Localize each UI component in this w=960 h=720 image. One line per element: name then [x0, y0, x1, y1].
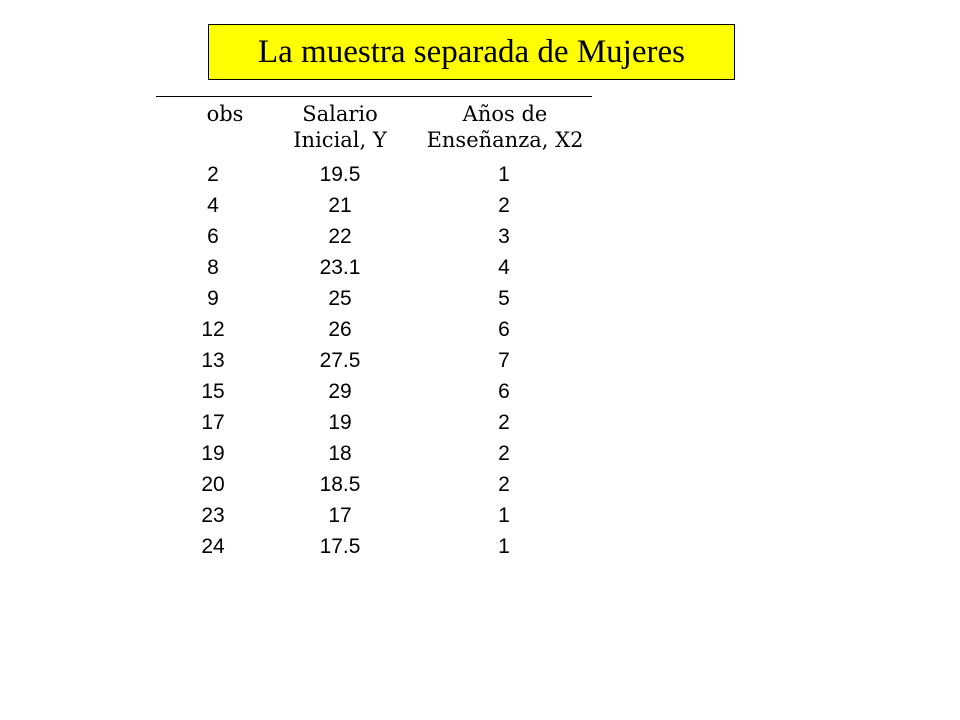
cell-anos: 4 [498, 256, 510, 279]
table-row [0, 190, 960, 221]
cell-anos: 1 [498, 163, 510, 186]
cell-obs: 2 [207, 163, 219, 186]
column-header-salario-line2: Inicial, Y [293, 128, 387, 152]
column-header-salario-line1: Salario [302, 102, 378, 126]
table-row [0, 159, 960, 190]
cell-obs: 9 [207, 287, 219, 310]
cell-obs: 8 [207, 256, 219, 279]
cell-obs: 4 [207, 194, 219, 217]
table-row [0, 407, 960, 438]
cell-anos: 1 [498, 504, 510, 527]
cell-anos: 2 [498, 411, 510, 434]
cell-salario: 22 [328, 225, 352, 248]
column-header-anos-line2: Enseñanza, X2 [426, 128, 584, 152]
cell-obs: 20 [201, 473, 225, 496]
cell-anos: 3 [498, 225, 510, 248]
slide-title [208, 24, 735, 80]
table-row [0, 531, 960, 562]
table-row [0, 469, 960, 500]
slide-title-text: La muestra separada de Mujeres [258, 33, 685, 70]
table-top-rule [156, 96, 592, 97]
table-row [0, 314, 960, 345]
table-row [0, 345, 960, 376]
cell-obs: 13 [201, 349, 225, 372]
cell-anos: 6 [498, 380, 510, 403]
cell-salario: 21 [328, 194, 352, 217]
cell-anos: 7 [498, 349, 510, 372]
cell-anos: 6 [498, 318, 510, 341]
cell-obs: 15 [201, 380, 225, 403]
cell-obs: 24 [201, 535, 225, 558]
cell-anos: 2 [498, 442, 510, 465]
cell-salario: 29 [328, 380, 352, 403]
table-row [0, 283, 960, 314]
table-row [0, 376, 960, 407]
cell-salario: 23.1 [319, 256, 361, 279]
cell-salario: 18.5 [319, 473, 361, 496]
cell-obs: 17 [201, 411, 225, 434]
column-header-anos [420, 101, 590, 153]
cell-obs: 12 [201, 318, 225, 341]
cell-salario: 18 [328, 442, 352, 465]
cell-salario: 19 [328, 411, 352, 434]
cell-salario: 17.5 [319, 535, 361, 558]
cell-anos: 5 [498, 287, 510, 310]
table-row [0, 500, 960, 531]
cell-salario: 17 [328, 504, 352, 527]
cell-obs: 6 [207, 225, 219, 248]
cell-salario: 26 [328, 318, 352, 341]
cell-obs: 23 [201, 504, 225, 527]
table-row [0, 221, 960, 252]
cell-anos: 2 [498, 473, 510, 496]
cell-anos: 2 [498, 194, 510, 217]
cell-salario: 25 [328, 287, 352, 310]
column-header-obs-text: obs [206, 102, 244, 126]
table-body [0, 159, 960, 562]
table-row [0, 438, 960, 469]
cell-anos: 1 [498, 535, 510, 558]
cell-obs: 19 [201, 442, 225, 465]
column-header-anos-line1: Años de [462, 102, 548, 126]
column-header-obs [175, 101, 275, 127]
cell-salario: 27.5 [319, 349, 361, 372]
column-header-salario [290, 101, 390, 153]
table-row [0, 252, 960, 283]
cell-salario: 19.5 [319, 163, 361, 186]
